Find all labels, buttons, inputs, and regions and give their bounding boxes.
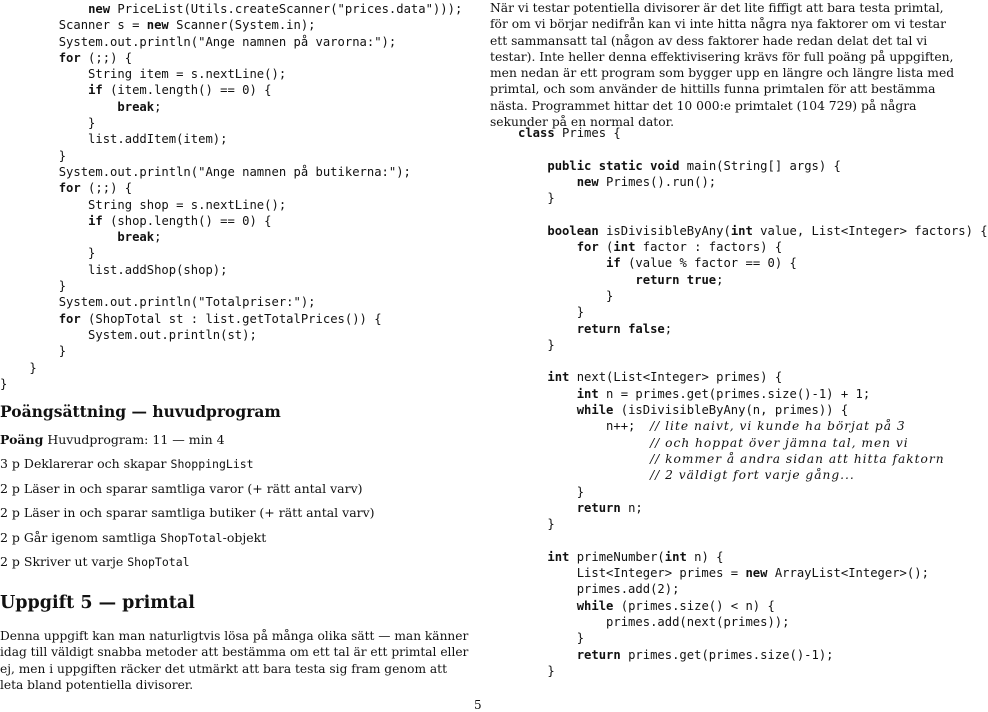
code-text: } xyxy=(518,191,555,206)
code-line xyxy=(518,272,988,288)
code-text xyxy=(643,159,650,173)
code-text: (ShopTotal st : list.getTotalPrices()) { xyxy=(80,311,382,326)
code-text: value, List<Integer> factors) { xyxy=(752,223,988,238)
code-keyword: int xyxy=(730,223,753,238)
code-text: primes.add(2); xyxy=(518,582,680,597)
code-line xyxy=(518,630,988,646)
code-text: System.out.println("Totalpriser:"); xyxy=(0,295,316,310)
code-keyword: return xyxy=(576,321,621,336)
code-text: list.addItem(item); xyxy=(0,132,228,147)
task-body: Denna uppgift kan man naturligtvis lösa på många olika sätt — man känner idag till väldigt snabba metoder att bestämma om ett tal är ett primtal eller ej, men i uppgiften räcker det utmärkt att bara testa sig fram genom att leta bland potentiella divisorer. xyxy=(0,629,469,692)
code-text xyxy=(518,550,547,564)
code-line xyxy=(0,99,462,115)
code-text: } xyxy=(518,517,555,532)
code-line xyxy=(518,614,988,630)
code-text xyxy=(518,240,577,254)
code-line xyxy=(518,451,988,467)
code-keyword: if xyxy=(606,256,621,271)
code-text xyxy=(518,452,650,466)
code-text: Primes().run(); xyxy=(598,174,717,189)
code-keyword: if xyxy=(88,213,103,228)
code-line xyxy=(0,115,462,131)
scoring-text: Läser in och sparar samtliga butiker (+ rätt antal varv) xyxy=(23,505,375,521)
scoring-total xyxy=(0,432,225,447)
code-keyword: new xyxy=(88,2,111,16)
scoring-points: 2 p xyxy=(0,480,20,496)
code-keyword: boolean xyxy=(547,223,599,238)
code-text xyxy=(0,51,59,65)
code-text: System.out.println("Ange namnen på varorna:"); xyxy=(0,34,397,49)
code-keyword: int xyxy=(547,549,570,564)
code-line xyxy=(518,598,988,614)
code-keyword: int xyxy=(613,240,636,255)
code-line xyxy=(518,532,988,548)
code-keyword: public xyxy=(547,158,592,173)
code-line xyxy=(0,213,462,229)
code-line xyxy=(0,262,462,278)
code-line xyxy=(0,327,462,343)
code-keyword: new xyxy=(146,18,169,33)
task-heading: Uppgift 5 — primtal xyxy=(0,593,195,613)
code-keyword: return xyxy=(576,500,621,515)
page-number: 5 xyxy=(474,698,482,712)
scoring-code: ShopTotal xyxy=(127,555,190,570)
code-line xyxy=(0,245,462,261)
code-comment: // lite naivt, vi kunde ha börjat på 3 xyxy=(650,419,906,434)
code-text: } xyxy=(518,305,585,320)
code-line xyxy=(518,484,988,500)
code-line xyxy=(518,467,988,483)
code-text: } xyxy=(0,344,67,359)
code-text: } xyxy=(518,631,585,646)
code-line xyxy=(518,174,988,190)
code-text: } xyxy=(0,116,96,131)
scoring-item xyxy=(0,526,375,551)
code-text: } xyxy=(518,663,555,678)
code-text xyxy=(518,403,577,417)
code-line xyxy=(518,500,988,516)
code-text xyxy=(0,312,59,326)
code-text: } xyxy=(518,484,585,499)
scoring-item xyxy=(0,501,375,526)
code-line xyxy=(0,17,462,33)
code-text: n = primes.get(primes.size()-1) + 1; xyxy=(598,386,871,401)
scoring-text: Skriver ut varje xyxy=(23,554,128,570)
code-text: (;;) { xyxy=(80,50,133,65)
code-text xyxy=(518,370,547,384)
code-text: n++; xyxy=(518,419,651,434)
code-line xyxy=(518,369,988,385)
code-text: main(String[] args) { xyxy=(679,158,841,173)
code-line xyxy=(0,229,462,245)
code-text: ( xyxy=(598,240,614,255)
code-text xyxy=(518,224,547,238)
code-text xyxy=(518,648,577,662)
code-text xyxy=(518,159,547,173)
code-text: n; xyxy=(620,500,643,515)
code-line xyxy=(0,82,462,98)
code-text: } xyxy=(0,376,8,391)
code-keyword: while xyxy=(576,403,614,418)
code-line xyxy=(518,190,988,206)
code-text xyxy=(0,2,88,16)
code-text: (value % factor == 0) { xyxy=(620,256,797,271)
code-line xyxy=(518,549,988,565)
code-keyword: for xyxy=(58,50,81,65)
code-text xyxy=(518,599,577,613)
scoring-points: 3 p xyxy=(0,456,20,471)
code-line xyxy=(518,337,988,353)
code-text: primeNumber( xyxy=(569,549,665,564)
code-text: (;;) { xyxy=(80,181,133,196)
code-keyword: while xyxy=(576,598,614,613)
code-line xyxy=(518,435,988,451)
scoring-points: 2 p xyxy=(0,529,20,545)
code-text: System.out.println(st); xyxy=(0,327,257,342)
code-text: (isDivisibleByAny(n, primes)) { xyxy=(613,403,849,418)
code-line xyxy=(518,402,988,418)
code-keyword: return xyxy=(576,647,621,662)
code-keyword: new xyxy=(745,566,768,581)
code-text xyxy=(591,159,598,173)
code-line xyxy=(518,223,988,239)
code-text xyxy=(621,322,628,336)
scoring-total-text: Huvudprogram: 11 — min 4 xyxy=(47,432,225,447)
code-text: factor : factors) { xyxy=(635,240,783,255)
code-line xyxy=(518,239,988,255)
code-keyword: false xyxy=(628,321,665,336)
scoring-item xyxy=(0,452,375,477)
code-text xyxy=(0,214,88,228)
code-text xyxy=(518,436,650,450)
code-line xyxy=(518,321,988,337)
code-line xyxy=(518,255,988,271)
code-comment: // och hoppat över jämna tal, men vi xyxy=(650,435,909,450)
code-line xyxy=(0,148,462,164)
code-text: (primes.size() < n) { xyxy=(613,598,775,613)
code-line xyxy=(0,311,462,327)
code-text: n) { xyxy=(686,549,724,564)
code-text: (item.length() == 0) { xyxy=(102,83,272,98)
scoring-text: Deklarerar och skapar xyxy=(23,456,171,471)
code-text: primes.get(primes.size()-1); xyxy=(620,647,834,662)
code-keyword: for xyxy=(58,181,81,196)
code-line xyxy=(518,206,988,222)
code-text: String item = s.nextLine(); xyxy=(0,67,287,82)
code-text: System.out.println("Ange namnen på butikerna:"); xyxy=(0,164,411,179)
code-line xyxy=(0,66,462,82)
code-text: } xyxy=(0,279,67,294)
scoring-list xyxy=(0,452,375,575)
code-line xyxy=(518,647,988,663)
code-line xyxy=(0,180,462,196)
code-line xyxy=(0,360,462,376)
code-line xyxy=(0,164,462,180)
code-keyword: new xyxy=(576,174,599,189)
scoring-code: ShopTotal xyxy=(160,530,223,545)
code-keyword: class xyxy=(518,126,555,140)
code-line xyxy=(518,418,988,434)
primes-intro-paragraph: När vi testar potentiella divisorer är det lite fiffigt att bara testa primtal, för om vi börjar nedifrån kan vi inte hitta några nya faktorer om vi testar ett sammansatt tal (någon av dess faktorer hade redan delat det tal vi testar). Inte heller denna effektivisering krävs för full poäng på uppgiften, men nedan är ett program som bygger upp en längre och längre lista med primtal, och som använder de hittills funna primtalen för att bestämma nästa. Programmet hittar det 10 000:e primtalet (104 729) på några sekunder på en normal dator. xyxy=(490,1,955,130)
scoring-heading: Poängsättning — huvudprogram xyxy=(0,402,281,421)
code-line xyxy=(518,141,988,157)
code-line xyxy=(518,663,988,679)
scoring-points: 2 p xyxy=(0,554,20,570)
code-keyword: break xyxy=(117,230,155,245)
code-keyword: true xyxy=(686,272,717,287)
code-text xyxy=(0,230,117,244)
code-line xyxy=(0,278,462,294)
code-keyword: int xyxy=(664,549,687,564)
code-text: } xyxy=(518,337,555,352)
code-line xyxy=(518,516,988,532)
code-line xyxy=(0,376,462,392)
code-text: PriceList(Utils.createScanner("prices.data"))); xyxy=(110,2,463,16)
code-keyword: int xyxy=(547,370,570,385)
code-line xyxy=(518,353,988,369)
code-text: Primes { xyxy=(554,126,621,140)
code-keyword: break xyxy=(117,99,155,114)
code-line xyxy=(0,343,462,359)
code-line xyxy=(518,288,988,304)
code-text: String shop = s.nextLine(); xyxy=(0,197,287,212)
code-line xyxy=(518,125,988,141)
scoring-text: Läser in och sparar samtliga varor (+ rätt antal varv) xyxy=(23,480,363,496)
code-line xyxy=(518,304,988,320)
scoring-total-label: Poäng xyxy=(0,432,44,447)
code-text xyxy=(518,322,577,336)
code-text xyxy=(518,256,606,270)
code-line xyxy=(0,131,462,147)
code-text xyxy=(518,387,577,401)
code-text xyxy=(0,100,117,114)
code-keyword: void xyxy=(650,158,680,173)
code-text: ; xyxy=(664,321,673,336)
scoring-code: ShoppingList xyxy=(170,457,254,471)
code-text: } xyxy=(518,288,614,303)
code-text xyxy=(679,273,686,287)
code-line xyxy=(0,34,462,50)
code-text xyxy=(518,501,577,515)
scoring-text: Går igenom samtliga xyxy=(23,529,161,545)
code-text xyxy=(518,175,577,189)
code-line xyxy=(518,386,988,402)
code-keyword: for xyxy=(576,240,599,255)
code-line xyxy=(0,294,462,310)
scoring-item xyxy=(0,550,375,575)
code-line xyxy=(0,1,462,17)
code-text: ; xyxy=(154,230,162,245)
code-keyword: for xyxy=(58,311,81,326)
code-comment: // kommer å andra sidan att hitta faktorn xyxy=(650,451,945,466)
code-line xyxy=(518,158,988,174)
code-text: next(List<Integer> primes) { xyxy=(569,370,783,385)
code-keyword: return xyxy=(635,272,680,287)
primes-program-code xyxy=(518,125,988,679)
code-text: ; xyxy=(154,99,162,114)
code-text: } xyxy=(0,360,37,375)
code-line xyxy=(518,581,988,597)
code-line xyxy=(518,565,988,581)
code-keyword: if xyxy=(88,83,103,98)
code-text: Scanner(System.in); xyxy=(168,18,316,33)
code-text xyxy=(0,181,59,195)
main-program-code xyxy=(0,1,462,392)
code-keyword: int xyxy=(576,386,599,401)
code-text: } xyxy=(0,246,96,261)
code-line xyxy=(0,197,462,213)
code-comment: // 2 väldigt fort varje gång... xyxy=(650,468,855,483)
code-text: ArrayList<Integer>(); xyxy=(767,566,929,581)
code-text: Scanner s = xyxy=(0,18,147,33)
code-text: ; xyxy=(716,272,724,287)
code-text: primes.add(next(primes)); xyxy=(518,614,790,629)
code-text xyxy=(518,273,635,287)
code-text xyxy=(518,468,650,482)
scoring-text-after: -objekt xyxy=(222,529,267,545)
code-text: List<Integer> primes = xyxy=(518,566,746,581)
code-text xyxy=(0,83,88,97)
code-line xyxy=(0,50,462,66)
code-keyword: static xyxy=(598,158,643,173)
scoring-points: 2 p xyxy=(0,505,20,521)
scoring-item xyxy=(0,477,375,502)
code-text: } xyxy=(0,148,67,163)
code-text: (shop.length() == 0) { xyxy=(102,213,272,228)
code-text: isDivisibleByAny( xyxy=(598,223,731,238)
code-text: list.addShop(shop); xyxy=(0,262,228,277)
